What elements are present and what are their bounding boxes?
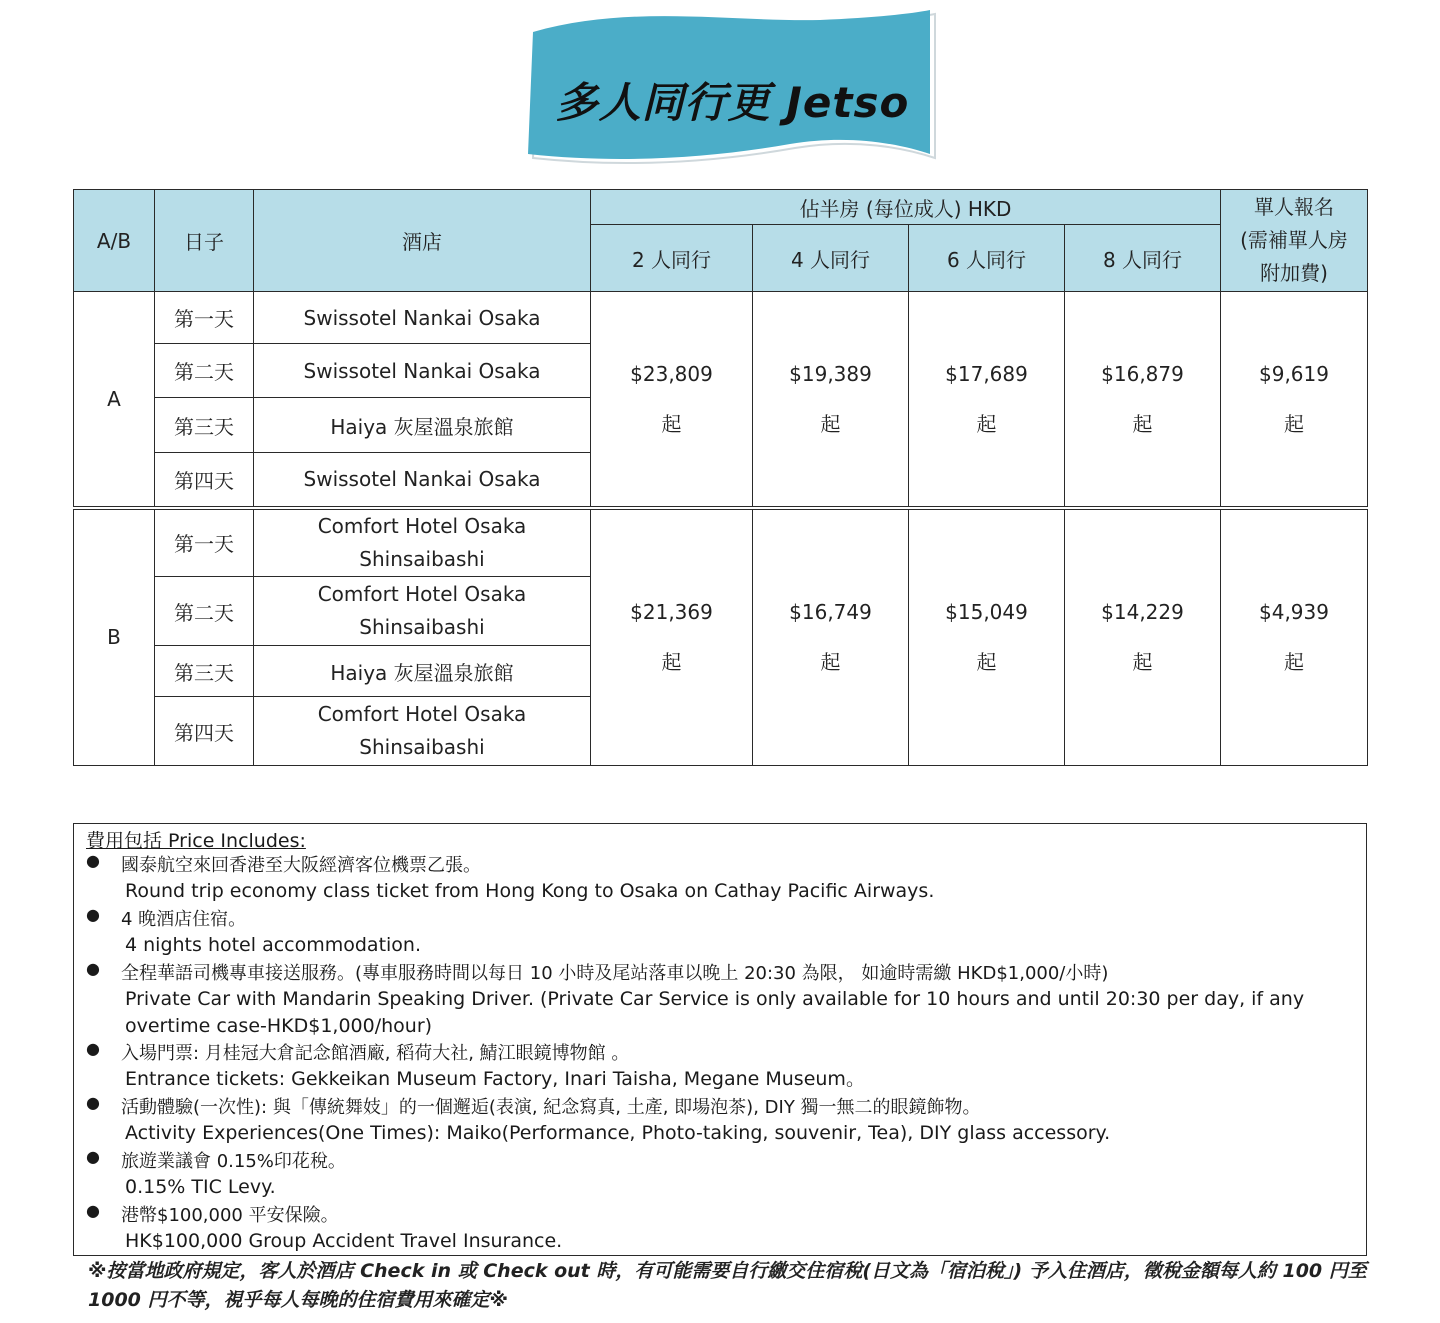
group-label-b: B xyxy=(74,508,155,766)
day-cell: 第四天 xyxy=(155,697,254,766)
price-value: $21,369 xyxy=(630,600,713,625)
day-cell: 第一天 xyxy=(155,508,254,577)
price-cell xyxy=(1065,292,1221,508)
table-row xyxy=(74,508,1368,577)
bullet-icon: ● xyxy=(86,1039,100,1058)
day-cell: 第二天 xyxy=(155,577,254,646)
price-value: $14,229 xyxy=(1101,600,1184,625)
header-group-2: 2 人同行 xyxy=(591,225,753,292)
price-from: 起 xyxy=(1132,411,1153,436)
bullet-icon: ● xyxy=(86,905,100,924)
price-value: $19,389 xyxy=(789,361,872,386)
hotel-line: Comfort Hotel Osaka xyxy=(317,582,527,606)
include-en: Private Car with Mandarin Speaking Driver. (Private Car Service is only available for 10 hours and until 20:30 per day, if any overtime case-HKD$1,000/hour) xyxy=(125,988,1305,1037)
header-group-6: 6 人同行 xyxy=(909,225,1065,292)
table-row xyxy=(74,292,1368,344)
price-cell xyxy=(591,292,753,508)
price-cell xyxy=(909,508,1065,766)
header-day: 日子 xyxy=(155,190,254,292)
hotel-line: Comfort Hotel Osaka xyxy=(317,702,527,726)
price-cell xyxy=(753,508,909,766)
bullet-icon: ● xyxy=(86,1147,100,1166)
price-from: 起 xyxy=(1284,411,1304,436)
price-includes-box xyxy=(73,823,1367,1256)
price-from: 起 xyxy=(1284,650,1304,675)
price-value: $15,049 xyxy=(945,600,1028,625)
banner-title: 多人同行更 Jetso xyxy=(555,78,910,127)
header-hotel: 酒店 xyxy=(254,190,591,292)
hotel-cell xyxy=(254,508,591,577)
price-value: $4,939 xyxy=(1259,600,1329,625)
header-single xyxy=(1221,190,1368,292)
include-en: 0.15% TIC Levy. xyxy=(125,1176,276,1198)
price-value: $23,809 xyxy=(630,361,713,386)
header-group-4: 4 人同行 xyxy=(753,225,909,292)
price-from: 起 xyxy=(820,411,841,436)
header-single-line1: 單人報名 xyxy=(1254,195,1334,219)
day-cell: 第一天 xyxy=(155,292,254,344)
include-zh: 港幣$100,000 平安保險。 xyxy=(121,1205,339,1226)
day-cell: 第四天 xyxy=(155,453,254,508)
include-en: Round trip economy class ticket from Hong Kong to Osaka on Cathay Pacific Airways. xyxy=(125,880,935,902)
hotel-cell: Haiya 灰屋溫泉旅館 xyxy=(254,398,591,453)
hotel-cell xyxy=(254,577,591,646)
include-en: 4 nights hotel accommodation. xyxy=(125,934,422,956)
header-single-line3: 附加費) xyxy=(1260,261,1328,285)
hotel-cell: Swissotel Nankai Osaka xyxy=(254,453,591,508)
price-from: 起 xyxy=(1132,650,1153,675)
hotel-cell: Swissotel Nankai Osaka xyxy=(254,344,591,398)
include-zh: 國泰航空來回香港至大阪經濟客位機票乙張。 xyxy=(121,855,481,876)
include-zh: 全程華語司機專車接送服務。(專車服務時間以每日 10 小時及尾站落車以晚上 20:30 為限， 如逾時需繳 HKD$1,000/小時) xyxy=(121,963,1109,984)
include-en: Entrance tickets: Gekkeikan Museum Factory, Inari Taisha, Megane Museum。 xyxy=(125,1068,865,1090)
include-en: HK$100,000 Group Accident Travel Insurance. xyxy=(125,1230,563,1252)
price-value: $17,689 xyxy=(945,361,1028,386)
hotel-cell xyxy=(254,697,591,766)
day-cell: 第二天 xyxy=(155,344,254,398)
price-cell xyxy=(753,292,909,508)
price-value: $16,749 xyxy=(789,600,872,625)
include-zh: 入場門票: 月桂冠大倉記念館酒廠, 稻荷大社, 鯖江眼鏡博物館 。 xyxy=(121,1043,630,1064)
price-cell xyxy=(591,508,753,766)
price-table xyxy=(73,189,1368,766)
include-zh: 活動體驗(一次性): 與「傳統舞妓」的一個邂逅(表演, 紀念寫真, 土產, 即場泡茶), DIY 獨一無二的眼鏡飾物。 xyxy=(121,1097,981,1118)
price-cell xyxy=(1221,292,1368,508)
day-cell: 第三天 xyxy=(155,646,254,697)
price-value: $16,879 xyxy=(1101,361,1184,386)
includes-heading: 費用包括 Price Includes: xyxy=(86,830,306,852)
bullet-icon: ● xyxy=(86,851,100,870)
group-label-a: A xyxy=(74,292,155,508)
hotel-cell: Swissotel Nankai Osaka xyxy=(254,292,591,344)
hotel-line: Shinsaibashi xyxy=(359,735,485,759)
header-shared-room: 佔半房 (每位成人) HKD xyxy=(591,190,1221,225)
price-value: $9,619 xyxy=(1259,361,1329,386)
header-single-line2: (需補單人房 xyxy=(1240,228,1348,252)
price-cell xyxy=(909,292,1065,508)
price-from: 起 xyxy=(820,650,841,675)
bullet-icon: ● xyxy=(86,959,100,978)
header-ab: A/B xyxy=(74,190,155,292)
tax-note: ※按當地政府規定，客人於酒店 Check in 或 Check out 時，有可能需要自行繳交住宿稅(日文為「宿泊稅」) 予入住酒店，徵稅金額每人約 100 円至 1000 円不等，視乎每人每晚的住宿費用來確定※ xyxy=(88,1260,1367,1311)
day-cell: 第三天 xyxy=(155,398,254,453)
include-en: Activity Experiences(One Times): Maiko(Performance, Photo-taking, souvenir, Tea), DIY glass accessory. xyxy=(125,1122,1111,1144)
hotel-line: Comfort Hotel Osaka xyxy=(317,513,527,538)
price-from: 起 xyxy=(976,650,997,675)
include-zh: 旅遊業議會 0.15%印花稅。 xyxy=(121,1151,346,1172)
price-from: 起 xyxy=(976,411,997,436)
price-from: 起 xyxy=(661,411,682,436)
include-zh: 4 晚酒店住宿。 xyxy=(121,909,247,930)
bullet-icon: ● xyxy=(86,1201,100,1220)
price-from: 起 xyxy=(661,650,682,675)
hotel-line: Shinsaibashi xyxy=(359,615,485,639)
price-cell xyxy=(1065,508,1221,766)
price-cell xyxy=(1221,508,1368,766)
title-banner xyxy=(525,8,940,173)
header-group-8: 8 人同行 xyxy=(1065,225,1221,292)
bullet-icon: ● xyxy=(86,1093,100,1112)
hotel-line: Shinsaibashi xyxy=(359,546,485,571)
hotel-cell: Haiya 灰屋溫泉旅館 xyxy=(254,646,591,697)
